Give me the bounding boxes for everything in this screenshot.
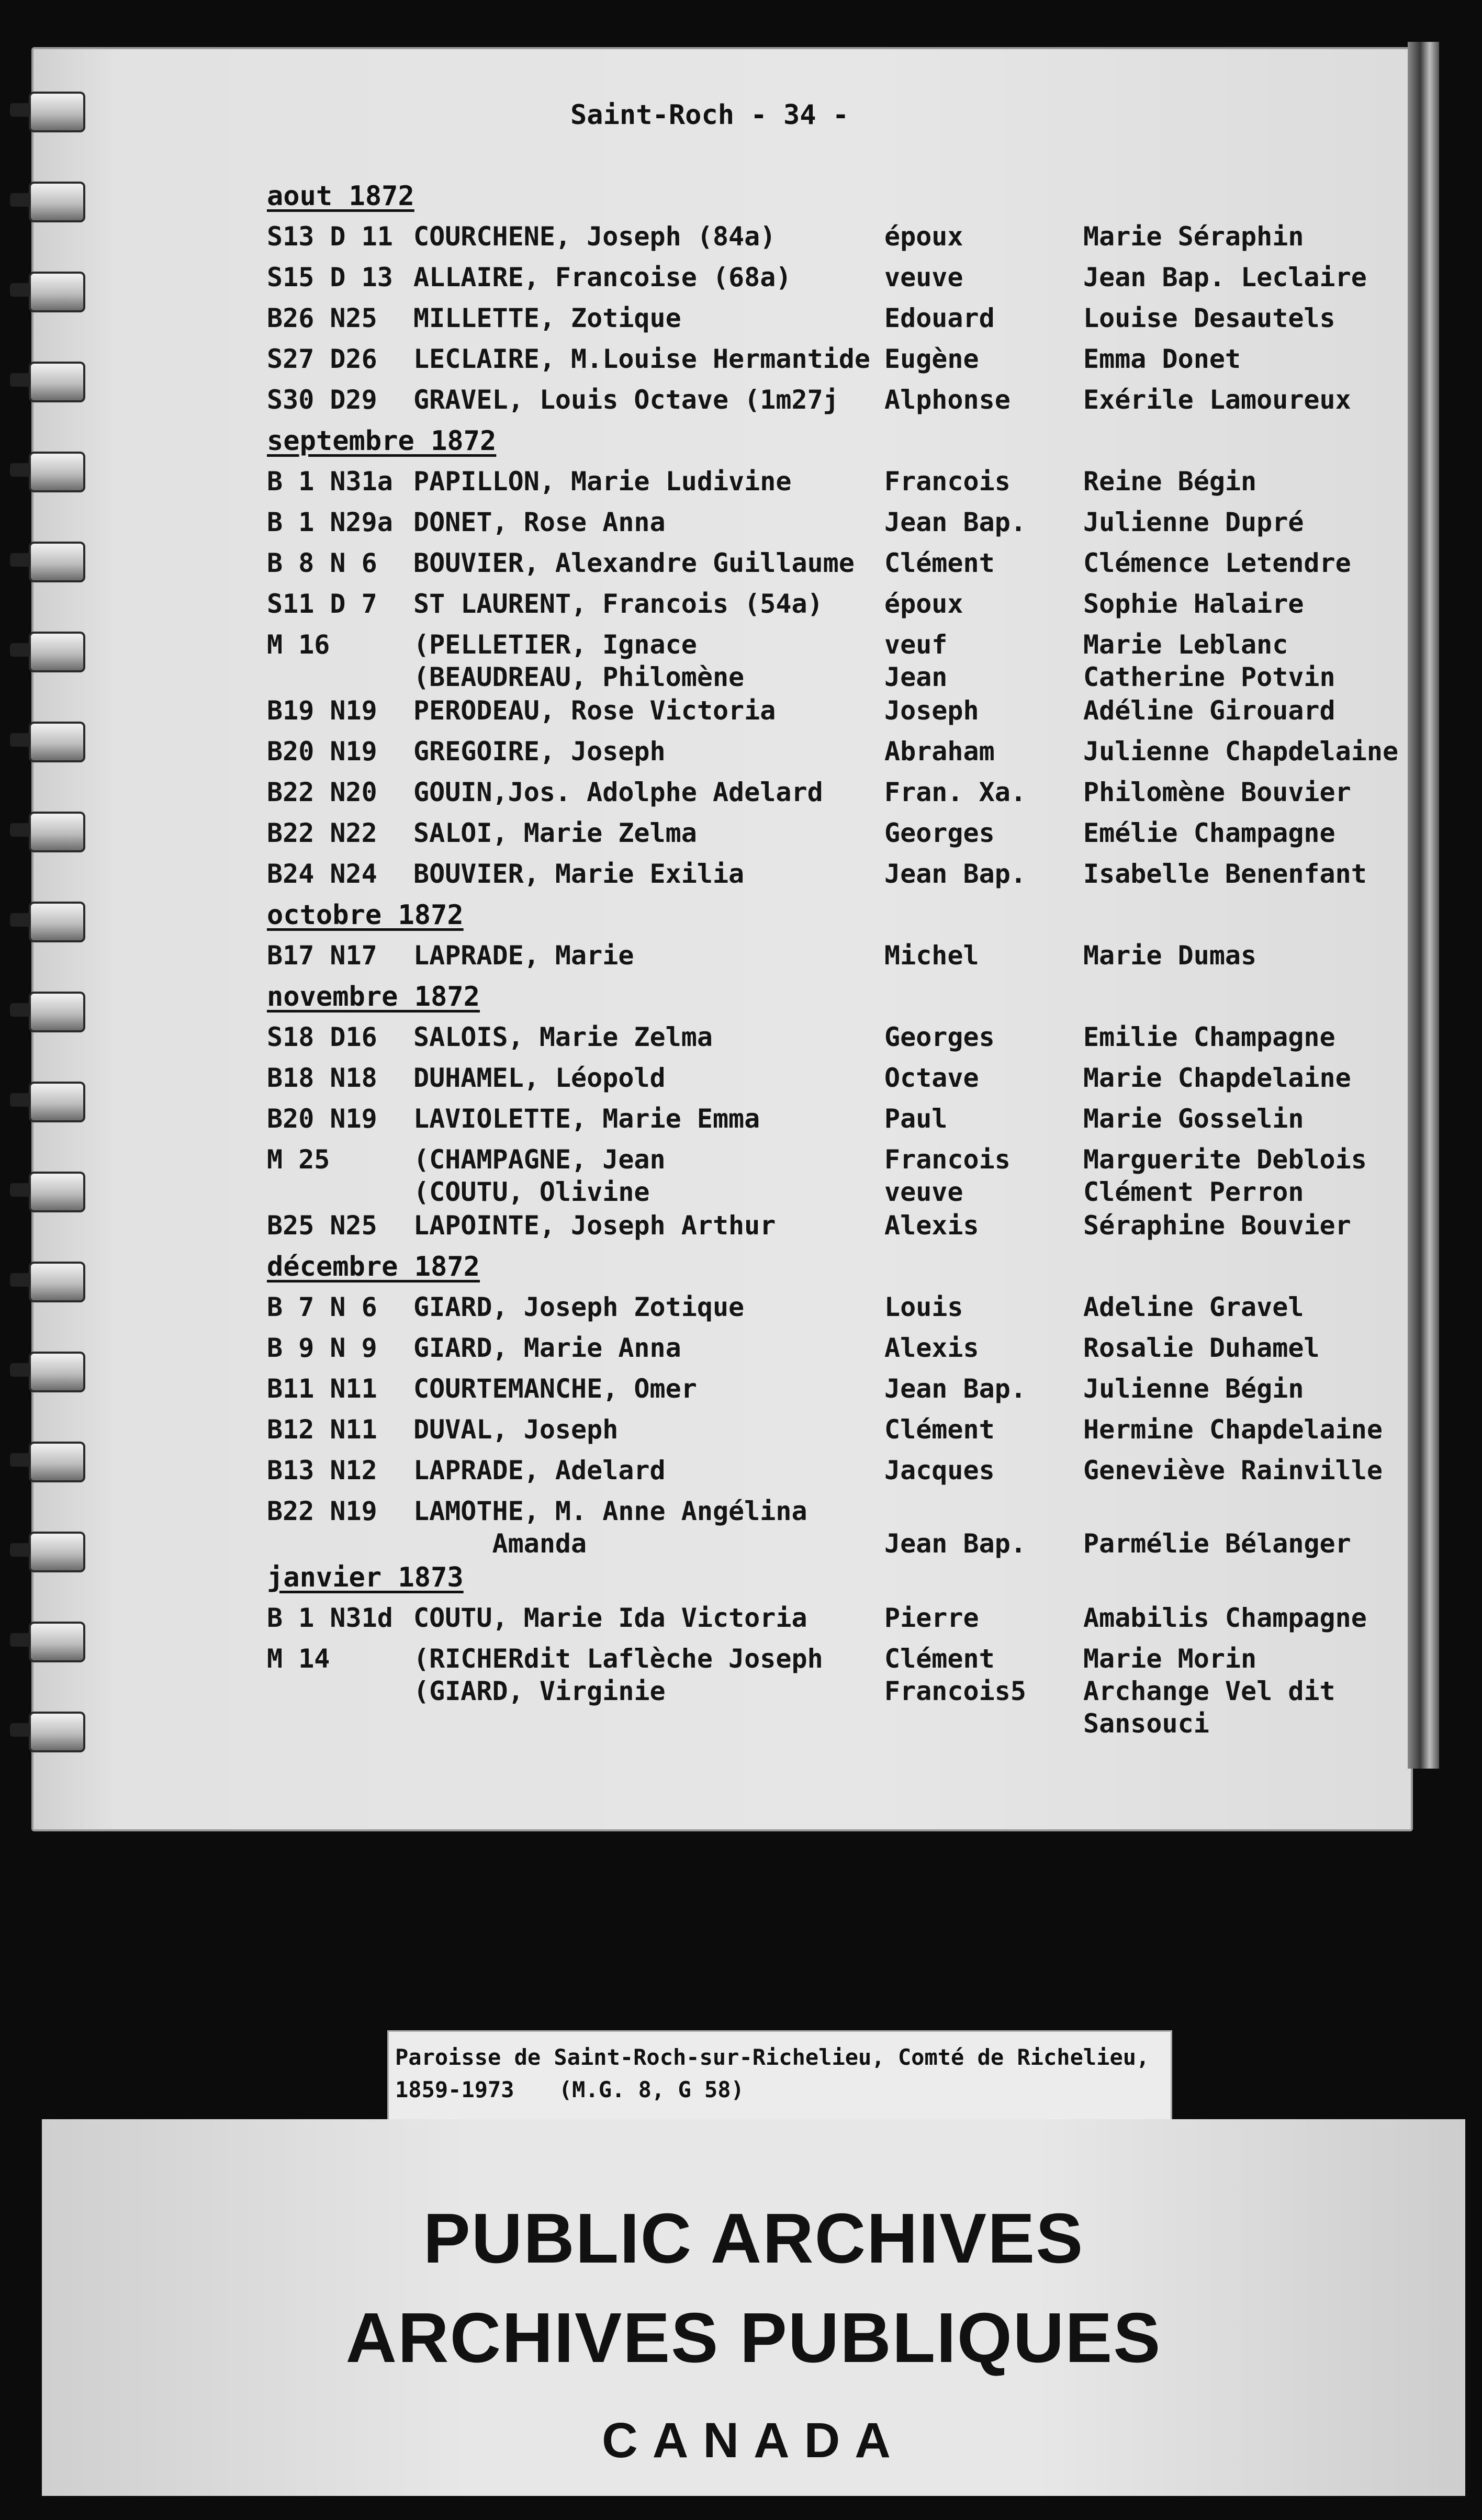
entry-father: Jacques — [884, 1455, 995, 1486]
entry-father: Abraham — [884, 736, 995, 767]
entry-name: COUTU, Marie Ida Victoria — [413, 1603, 807, 1633]
entry-name: MILLETTE, Zotique — [413, 303, 681, 333]
entry-name: DUVAL, Joseph — [413, 1414, 619, 1445]
entry-name: ALLAIRE, Francoise (68a) — [413, 262, 792, 292]
entry-code: B25 N25 — [267, 1210, 377, 1241]
entry-code: S27 D26 — [267, 344, 377, 374]
binding-ring — [29, 1352, 85, 1392]
archive-reference-label — [387, 2030, 1172, 2122]
month-heading: décembre 1872 — [267, 1251, 480, 1282]
entry-name: LAPOINTE, Joseph Arthur — [413, 1210, 776, 1241]
entry-code: M 16 — [267, 629, 330, 660]
entry-name: SALOI, Marie Zelma — [413, 818, 697, 848]
stamp-canada: CANADA — [602, 2413, 905, 2468]
binding-ring — [29, 812, 85, 852]
entry-code: B12 N11 — [267, 1414, 377, 1445]
entry-mother: Adéline Girouard — [1083, 695, 1335, 726]
entry-name: ST LAURENT, Francois (54a) — [413, 589, 823, 619]
entry-father: veuve — [884, 262, 963, 292]
entry-code: M 25 — [267, 1144, 330, 1175]
entry-code: B17 N17 — [267, 940, 377, 971]
entry-mother: Geneviève Rainville — [1083, 1455, 1383, 1486]
month-heading: aout 1872 — [267, 181, 414, 212]
entry-father: Edouard — [884, 303, 995, 333]
entry-code: M 14 — [267, 1644, 330, 1674]
entry-code: S11 D 7 — [267, 589, 377, 619]
entry-father-line-2: Jean Bap. — [884, 1528, 1026, 1559]
entry-name: GIARD, Joseph Zotique — [413, 1292, 745, 1322]
binding-ring — [29, 272, 85, 312]
entry-mother-line-2: Catherine Potvin — [1083, 662, 1335, 692]
entry-code: B22 N22 — [267, 818, 377, 848]
entry-father-line-2: veuve — [884, 1177, 963, 1207]
entry-name: LAPRADE, Adelard — [413, 1455, 666, 1486]
entry-father: Alexis — [884, 1210, 979, 1241]
entry-mother: Rosalie Duhamel — [1083, 1333, 1320, 1363]
entry-name: BOUVIER, Alexandre Guillaume — [413, 548, 855, 578]
entry-code: B 1 N31a — [267, 466, 393, 497]
entry-code: B 9 N 9 — [267, 1333, 377, 1363]
entry-mother: Julienne Dupré — [1083, 507, 1304, 537]
entry-father-line-2: Francois5 — [884, 1676, 1026, 1706]
month-heading: octobre 1872 — [267, 899, 464, 931]
binding-ring — [29, 1532, 85, 1572]
entry-father: Clément — [884, 1414, 995, 1445]
binding-ring — [29, 1442, 85, 1482]
month-heading: novembre 1872 — [267, 981, 480, 1013]
entry-name: GIARD, Marie Anna — [413, 1333, 681, 1363]
entry-name: COURCHENE, Joseph (84a) — [413, 221, 776, 252]
entry-mother: Marguerite Deblois — [1083, 1144, 1367, 1175]
entry-father: Michel — [884, 940, 979, 971]
entry-name: PAPILLON, Marie Ludivine — [413, 466, 792, 497]
binding-ring — [29, 992, 85, 1032]
entry-father: Georges — [884, 1022, 995, 1052]
entry-name: (PELLETIER, Ignace — [413, 629, 697, 660]
entry-father: Octave — [884, 1063, 979, 1093]
entry-code: S15 D 13 — [267, 262, 393, 292]
entry-name: BOUVIER, Marie Exilia — [413, 859, 745, 889]
entry-name-line-2: (COUTU, Olivine — [413, 1177, 650, 1207]
entry-mother-line-2: Parmélie Bélanger — [1083, 1528, 1351, 1559]
entry-father: Clément — [884, 1644, 995, 1674]
entry-name: SALOIS, Marie Zelma — [413, 1022, 713, 1052]
binding-ring — [29, 1082, 85, 1122]
entry-code: B22 N19 — [267, 1496, 377, 1526]
entry-code: S30 D29 — [267, 385, 377, 415]
binding-ring — [29, 542, 85, 582]
entry-code: B18 N18 — [267, 1063, 377, 1093]
entry-mother: Julienne Bégin — [1083, 1374, 1304, 1404]
entry-mother: Adeline Gravel — [1083, 1292, 1304, 1322]
binding-ring — [29, 722, 85, 762]
entry-mother: Hermine Chapdelaine — [1083, 1414, 1383, 1445]
binding-ring — [29, 182, 85, 222]
entry-mother: Marie Séraphin — [1083, 221, 1304, 252]
entry-father: Francois — [884, 466, 1011, 497]
entry-code: B13 N12 — [267, 1455, 377, 1486]
entry-mother: Louise Desautels — [1083, 303, 1335, 333]
entry-mother: Jean Bap. Leclaire — [1083, 262, 1367, 292]
entry-father: Joseph — [884, 695, 979, 726]
entry-name: LAVIOLETTE, Marie Emma — [413, 1104, 760, 1134]
entry-name: LAMOTHE, M. Anne Angélina — [413, 1496, 807, 1526]
entry-father: Georges — [884, 818, 995, 848]
entry-name: DUHAMEL, Léopold — [413, 1063, 666, 1093]
entry-father: Jean Bap. — [884, 859, 1026, 889]
label-date-range: 1859-1973 — [395, 2077, 514, 2102]
entry-name: DONET, Rose Anna — [413, 507, 666, 537]
entry-father: Fran. Xa. — [884, 777, 1026, 807]
entry-father: Jean Bap. — [884, 507, 1026, 537]
entry-mother: Clémence Letendre — [1083, 548, 1351, 578]
page-header: Saint-Roch - 34 - — [570, 99, 849, 131]
entry-name: (CHAMPAGNE, Jean — [413, 1144, 666, 1175]
entry-name: LECLAIRE, M.Louise Hermantide — [413, 344, 870, 374]
entry-mother: Séraphine Bouvier — [1083, 1210, 1351, 1241]
binding-ring — [29, 452, 85, 492]
entry-name: GRAVEL, Louis Octave (1m27j — [413, 385, 839, 415]
entry-mother-line-3: Sansouci — [1083, 1708, 1209, 1739]
month-heading: septembre 1872 — [267, 425, 497, 457]
binding-ring — [29, 1622, 85, 1662]
entry-code: B20 N19 — [267, 736, 377, 767]
entry-mother: Sophie Halaire — [1083, 589, 1304, 619]
entry-mother: Marie Dumas — [1083, 940, 1257, 971]
entry-mother: Marie Morin — [1083, 1644, 1257, 1674]
entry-father: Louis — [884, 1292, 963, 1322]
entry-mother: Reine Bégin — [1083, 466, 1257, 497]
entry-mother: Emilie Champagne — [1083, 1022, 1335, 1052]
entry-father: veuf — [884, 629, 948, 660]
entry-father: Eugène — [884, 344, 979, 374]
entry-father: Francois — [884, 1144, 1011, 1175]
entry-code: B 8 N 6 — [267, 548, 377, 578]
entry-code: B11 N11 — [267, 1374, 377, 1404]
entry-name: GREGOIRE, Joseph — [413, 736, 666, 767]
entry-code: B22 N20 — [267, 777, 377, 807]
entry-code: B26 N25 — [267, 303, 377, 333]
entry-mother: Marie Gosselin — [1083, 1104, 1304, 1134]
page-stack-edge — [1408, 42, 1439, 1769]
entry-father: époux — [884, 221, 963, 252]
entry-father: Clément — [884, 548, 995, 578]
binding-ring — [29, 362, 85, 402]
binding-ring — [29, 902, 85, 942]
label-fonds-number: (M.G. 8, G 58) — [558, 2077, 744, 2102]
entry-code: B 1 N29a — [267, 507, 393, 537]
stamp-archives-publiques: ARCHIVES PUBLIQUES — [345, 2298, 1162, 2377]
entry-code: B20 N19 — [267, 1104, 377, 1134]
entry-name: (RICHERdit Laflèche Joseph — [413, 1644, 823, 1674]
entry-father: Alexis — [884, 1333, 979, 1363]
entry-mother: Emma Donet — [1083, 344, 1241, 374]
binding-ring — [29, 632, 85, 672]
entry-name: COURTEMANCHE, Omer — [413, 1374, 697, 1404]
binding-ring — [29, 1262, 85, 1302]
label-line-2 — [395, 2074, 1165, 2106]
binding-ring — [29, 92, 85, 132]
binding-ring — [29, 1172, 85, 1212]
entry-father: Paul — [884, 1104, 948, 1134]
entry-father: époux — [884, 589, 963, 619]
entry-mother: Amabilis Champagne — [1083, 1603, 1367, 1633]
entry-mother: Julienne Chapdelaine — [1083, 736, 1399, 767]
entry-father: Jean Bap. — [884, 1374, 1026, 1404]
entry-code: B24 N24 — [267, 859, 377, 889]
entry-father: Alphonse — [884, 385, 1011, 415]
entry-mother: Exérile Lamoureux — [1083, 385, 1351, 415]
entry-mother: Isabelle Benenfant — [1083, 859, 1367, 889]
entry-name-line-2: Amanda — [413, 1528, 587, 1559]
stamp-public-archives: PUBLIC ARCHIVES — [423, 2199, 1084, 2278]
archives-stamp — [42, 2119, 1465, 2496]
entry-code: S18 D16 — [267, 1022, 377, 1052]
entry-name: LAPRADE, Marie — [413, 940, 634, 971]
binding-ring — [29, 1712, 85, 1752]
entry-mother-line-2: Clément Perron — [1083, 1177, 1304, 1207]
entry-mother: Emélie Champagne — [1083, 818, 1335, 848]
label-line-1: Paroisse de Saint-Roch-sur-Richelieu, Comté de Richelieu, — [395, 2044, 1150, 2070]
entry-name-line-2: (BEAUDREAU, Philomène — [413, 662, 745, 692]
entry-father-line-2: Jean — [884, 662, 948, 692]
entry-code: B 7 N 6 — [267, 1292, 377, 1322]
entry-mother-line-2: Archange Vel dit — [1083, 1676, 1335, 1706]
entry-father: Pierre — [884, 1603, 979, 1633]
entry-name-line-2: (GIARD, Virginie — [413, 1676, 666, 1706]
entry-code: B19 N19 — [267, 695, 377, 726]
entry-name: GOUIN,Jos. Adolphe Adelard — [413, 777, 823, 807]
entry-name: PERODEAU, Rose Victoria — [413, 695, 776, 726]
entry-mother: Philomène Bouvier — [1083, 777, 1351, 807]
entry-mother: Marie Leblanc — [1083, 629, 1288, 660]
entry-mother: Marie Chapdelaine — [1083, 1063, 1351, 1093]
entry-code: B 1 N31d — [267, 1603, 393, 1633]
entry-code: S13 D 11 — [267, 221, 393, 252]
month-heading: janvier 1873 — [267, 1562, 464, 1593]
